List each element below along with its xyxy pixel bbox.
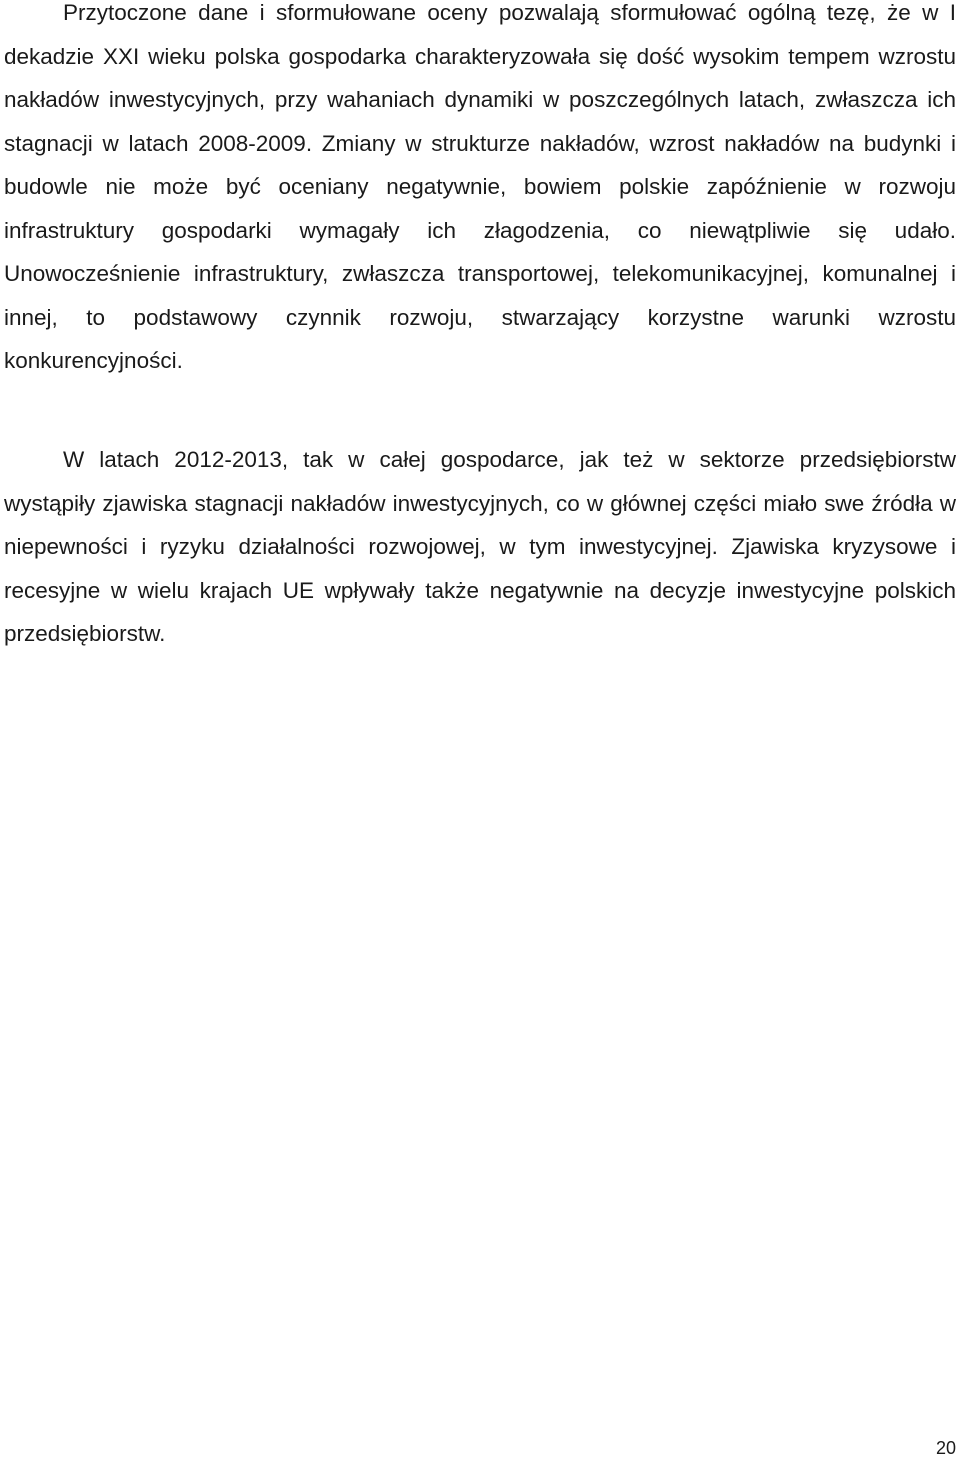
paragraph-1: Przytoczone dane i sformułowane oceny pozwalają sformułować ogólną tezę, że w I dekadzie XXI wieku polska gospodarka charakteryzowała się dość wysokim tempem wzrostu nakładów inwestycyjnych, przy wahaniach dynamiki w poszczególnych latach, zwłaszcza ich stagnacji w latach 2008-2009. Zmiany w strukturze nakładów, wzrost nakładów na budynki i budowle nie może być oceniany negatywnie, bowiem polskie zapóźnienie w rozwoju infrastruktury gospodarki wymagały ich złagodzenia, co niewątpliwie się udało. Unowocześnienie infrastruktury, zwłaszcza transportowej, telekomunikacyjnej, komunalnej i innej, to podstawowy czynnik rozwoju, stwarzający korzystne warunki wzrostu konkurencyjności. — [4, 0, 956, 373]
page-number: 20 — [935, 1438, 956, 1458]
paragraph-2: W latach 2012-2013, tak w całej gospodarce, jak też w sektorze przedsiębiorstw wystąpiły zjawiska stagnacji nakładów inwestycyjnych, co w głównej części miało swe źródła w niepewności i ryzyku działalności rozwojowej, w tym inwestycyjnej. Zjawiska kryzysowe i recesyjne w wielu krajach UE wpływały także negatywnie na decyzje inwestycyjne polskich przedsiębiorstw. — [4, 447, 956, 646]
